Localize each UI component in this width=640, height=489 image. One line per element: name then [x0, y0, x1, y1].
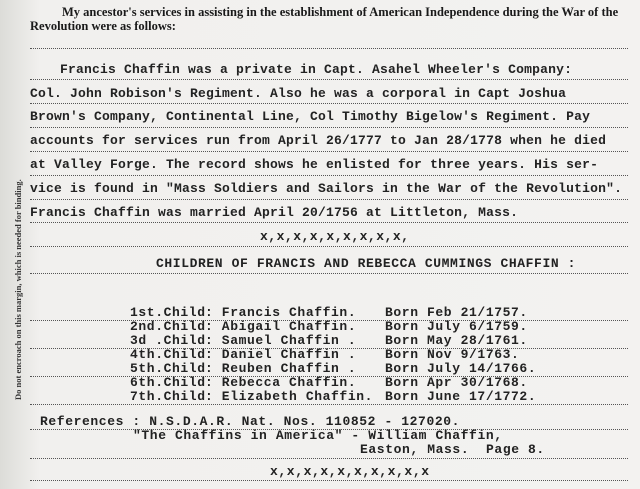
- child-order: 2nd.Child: [130, 319, 206, 334]
- child-row: [130, 348, 519, 362]
- child-order: 5th.Child: [130, 361, 206, 376]
- references-line: References : N.S.D.A.R. Nat. Nos. 110852 - 127020.: [40, 414, 461, 429]
- service-line: at Valley Forge. The record shows he enlisted for three years. His ser-: [30, 157, 599, 172]
- child-order: 4th.Child: [130, 347, 206, 362]
- child-row: [130, 390, 536, 404]
- child-name: : Elizabeth Chaffin.: [205, 389, 374, 404]
- child-row: [130, 362, 536, 376]
- service-line: Col. John Robison's Regiment. Also he was a corporal in Capt Joshua: [30, 86, 567, 101]
- child-order: 6th.Child: [130, 375, 206, 390]
- child-name: : Rebecca Chaffin.: [205, 375, 357, 390]
- rule-line: [30, 79, 628, 80]
- child-name: : Abigail Chaffin.: [205, 319, 357, 334]
- child-name: : Reuben Chaffin .: [205, 361, 357, 376]
- separator: x,x,x,x,x,x,x,x,x,x: [270, 464, 430, 479]
- marriage-line: Francis Chaffin was married April 20/1756 at Littleton, Mass.: [30, 205, 519, 220]
- child-name: : Samuel Chaffin .: [205, 333, 357, 348]
- intro-text: My ancestor's services in assisting in the establishment of American Independence during the War of the Revolution were as follows:: [30, 5, 619, 33]
- rule-line: [30, 222, 628, 223]
- rule-line: [30, 175, 628, 176]
- child-born: Born July 14/1766.: [385, 361, 537, 376]
- rule-line: [30, 246, 628, 247]
- child-born: Born July 6/1759.: [385, 319, 528, 334]
- rule-line: [30, 48, 628, 49]
- rule-line: [30, 273, 628, 274]
- child-row: [130, 320, 528, 334]
- rule-line: [30, 127, 628, 128]
- child-name: : Francis Chaffin.: [205, 305, 357, 320]
- rule-line: [30, 480, 628, 481]
- child-born: Born Apr 30/1768.: [385, 375, 528, 390]
- rule-line: [30, 103, 628, 104]
- child-order: 7th.Child: [130, 389, 206, 404]
- child-name: : Daniel Chaffin .: [205, 347, 357, 362]
- references-line: Easton, Mass. Page 8.: [360, 442, 545, 457]
- child-born: Born May 28/1761.: [385, 333, 528, 348]
- child-born: Born June 17/1772.: [385, 389, 537, 404]
- service-line: Francis Chaffin was a private in Capt. Asahel Wheeler's Company:: [60, 62, 573, 77]
- references-line: "The Chaffins in America" - William Chaffin,: [133, 428, 503, 443]
- rule-line: [30, 199, 628, 200]
- children-heading: CHILDREN OF FRANCIS AND REBECCA CUMMINGS CHAFFIN :: [156, 256, 577, 271]
- binding-margin-note: Do not encroach on this margin, which is needed for binding.: [13, 179, 23, 400]
- child-order: 1st.Child: [130, 305, 206, 320]
- rule-line: [30, 458, 628, 459]
- service-line: accounts for services run from April 26/1777 to Jan 28/1778 when he died: [30, 133, 607, 148]
- child-row: [130, 334, 528, 348]
- service-line: vice is found in "Mass Soldiers and Sailors in the War of the Revolution".: [30, 181, 623, 196]
- separator: x,x,x,x,x,x,x,x,x,: [260, 229, 410, 244]
- rule-line: [30, 404, 628, 405]
- child-row: [130, 306, 528, 320]
- child-order: 3d .Child: [130, 333, 206, 348]
- child-row: [130, 376, 528, 390]
- child-born: Born Nov 9/1763.: [385, 347, 520, 362]
- rule-line: [30, 151, 628, 152]
- service-line: Brown's Company, Continental Line, Col Timothy Bigelow's Regiment. Pay: [30, 109, 591, 124]
- child-born: Born Feb 21/1757.: [385, 305, 528, 320]
